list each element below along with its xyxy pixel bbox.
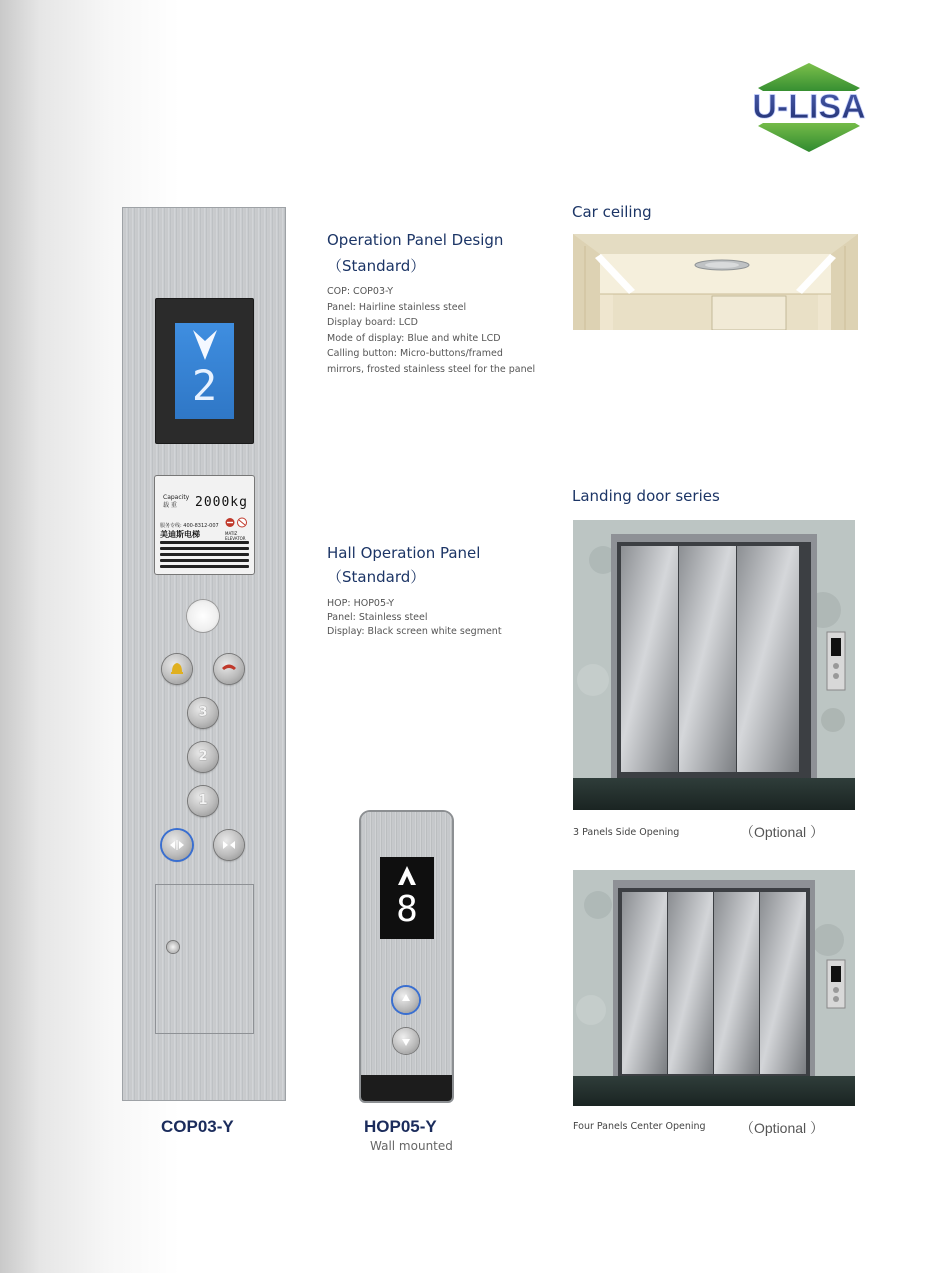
operation-panel-title: Operation Panel Design: [327, 231, 504, 249]
capacity-label-cn: 载 重: [163, 502, 177, 509]
spec-line: Display: Black screen white segment: [327, 626, 502, 637]
door-caption: Four Panels Center Opening: [573, 1121, 706, 1132]
direction-arrows-icon: [396, 865, 418, 887]
hop-panel: [361, 812, 452, 1101]
plate-brand-en: MATIZ ELEVATOR: [225, 531, 246, 541]
brand-logo: [738, 60, 880, 154]
speaker-grille: [160, 559, 249, 562]
speaker-grille: [160, 547, 249, 550]
cop-lcd-screen: [175, 323, 234, 419]
door-close-button[interactable]: [214, 830, 244, 860]
cop-caption: COP03-Y: [161, 1117, 234, 1136]
spec-line: mirrors, frosted stainless steel for the panel: [327, 363, 536, 375]
phone-icon: [214, 654, 244, 684]
key-lock-icon[interactable]: [167, 941, 179, 953]
spec-line: Calling button: Micro-buttons/framed: [327, 348, 503, 359]
cop-display-frame: [155, 298, 254, 444]
spec-line: Display board: LCD: [327, 317, 418, 328]
operation-panel-subtitle: （Standard）: [327, 257, 426, 275]
down-arrow-icon: [393, 1028, 419, 1054]
operation-panel-specs: [327, 284, 535, 377]
hop-base: [361, 1075, 452, 1101]
hall-panel-heading: [327, 541, 480, 589]
door-close-icon: [214, 830, 244, 860]
car-ceiling-title: Car ceiling: [572, 203, 652, 221]
floor-button-3[interactable]: 3: [188, 698, 218, 728]
spec-line: Panel: Stainless steel: [327, 612, 428, 623]
hall-panel-subtitle: （Standard）: [327, 568, 426, 586]
capacity-label: [163, 494, 189, 510]
hop-caption: HOP05-Y: [364, 1117, 437, 1136]
plate-brand-cn: 美迪斯电梯: [160, 530, 200, 539]
bell-icon: [162, 654, 192, 684]
hall-panel-specs: [327, 597, 502, 639]
capacity-label-en: Capacity: [163, 494, 190, 501]
hop-floor-indicator: 8: [396, 889, 418, 930]
spec-line: COP: COP03-Y: [327, 286, 394, 297]
hall-up-button[interactable]: [393, 987, 419, 1013]
door-open-button[interactable]: [162, 830, 192, 860]
car-ceiling-image: [573, 234, 858, 330]
hop-display: [380, 857, 434, 939]
door-caption: 3 Panels Side Opening: [573, 827, 680, 838]
spec-line: HOP: HOP05-Y: [327, 598, 395, 609]
capacity-value: 2000kg: [195, 495, 248, 510]
alarm-button[interactable]: [162, 654, 192, 684]
no-smoking-icon: [225, 517, 249, 528]
door-optional-label: （Optional ）: [740, 1120, 825, 1136]
spec-line: Panel: Hairline stainless steel: [327, 301, 467, 313]
hall-panel-title: Hall Operation Panel: [327, 544, 481, 562]
hop-subcaption: Wall mounted: [370, 1139, 453, 1153]
hall-down-button[interactable]: [393, 1028, 419, 1054]
floor-button-1[interactable]: 1: [188, 786, 218, 816]
up-arrow-icon: [393, 987, 419, 1013]
landing-door-title: Landing door series: [572, 487, 720, 505]
cop-floor-indicator: 2: [191, 361, 218, 410]
landing-door-4-panel-image: [573, 870, 855, 1106]
phone-button[interactable]: [214, 654, 244, 684]
operation-panel-heading: [327, 227, 503, 279]
spec-line: Mode of display: Blue and white LCD: [327, 332, 501, 344]
down-arrow-icon: [192, 329, 218, 361]
door-optional-label: （Optional ）: [740, 824, 825, 840]
intercom-speaker: [187, 600, 219, 632]
speaker-grille: [160, 553, 249, 556]
service-cabinet: [155, 884, 254, 1034]
speaker-grille: [160, 541, 249, 544]
cop-panel: [122, 207, 286, 1101]
landing-door-3-panel-image: [573, 520, 855, 810]
door-open-icon: [162, 830, 192, 860]
capacity-plate: [154, 475, 255, 575]
speaker-grille: [160, 565, 249, 568]
logo-text: U-LISA: [752, 88, 866, 126]
floor-button-2[interactable]: 2: [188, 742, 218, 772]
plate-phone: 服务专线: 400-8312-007: [160, 523, 219, 529]
